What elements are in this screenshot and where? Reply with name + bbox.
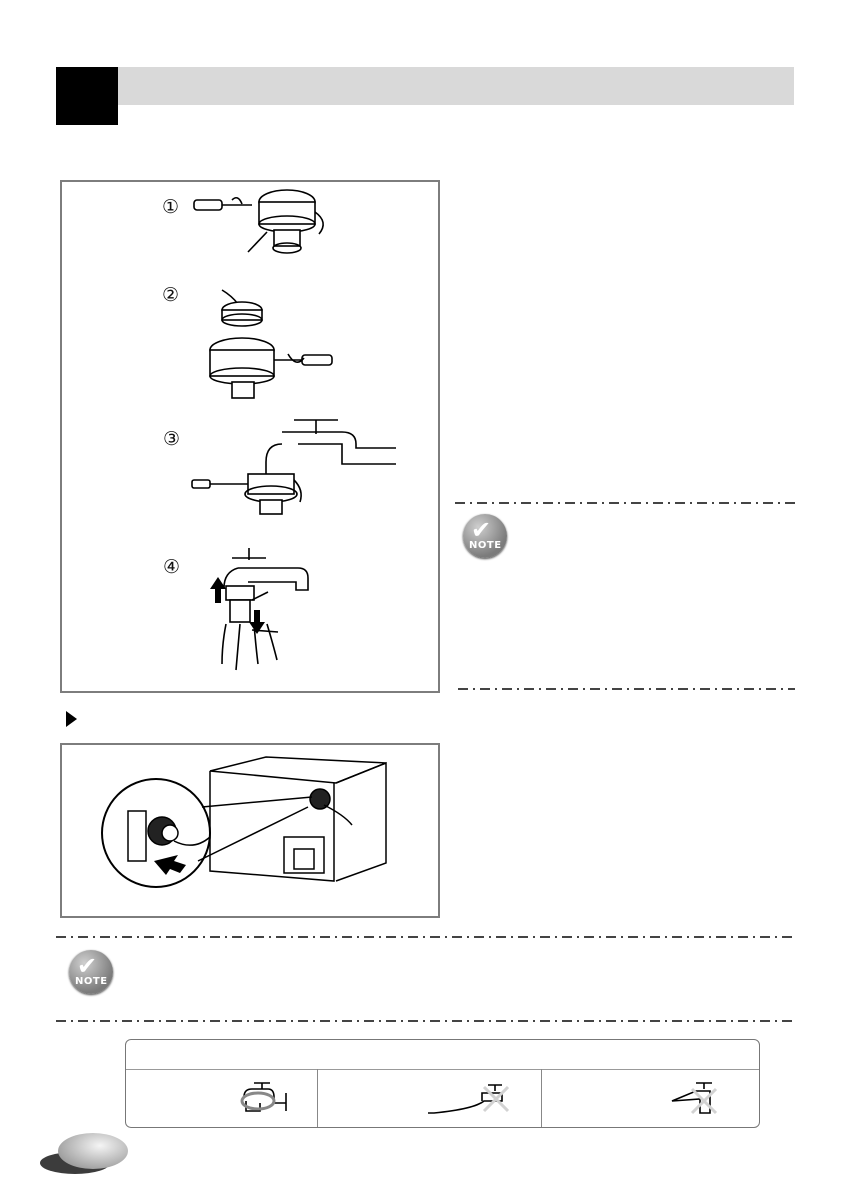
faucet-table-header [126, 1040, 759, 1070]
step-number-2: ② [162, 284, 180, 306]
section-number-block [56, 67, 118, 125]
step-number-4: ④ [163, 556, 181, 578]
full-note-divider-top [56, 936, 796, 938]
spout-faucet-crossed-icon [426, 1079, 522, 1119]
installation-steps-figure [60, 180, 440, 693]
faucet-connector-illustrations [62, 182, 438, 691]
faucet-type-cell-3 [542, 1069, 759, 1127]
note-icon: ✔ NOTE [463, 514, 507, 558]
threaded-faucet-icon [234, 1079, 294, 1119]
full-note-divider-bottom [56, 1020, 796, 1022]
note-icon-2: ✔ NOTE [69, 950, 113, 994]
short-faucet-crossed-icon [666, 1079, 726, 1119]
section-arrow-icon [66, 711, 77, 727]
check-mark-icon: ✔ [471, 516, 492, 544]
hose-connection-figure [60, 743, 440, 918]
note-divider-top [455, 502, 795, 504]
faucet-type-cell-2 [318, 1069, 541, 1127]
check-mark-icon: ✔ [77, 952, 98, 980]
step-number-1: ① [162, 196, 180, 218]
step-number-3: ③ [163, 428, 181, 450]
washer-back-illustration [62, 745, 438, 916]
section-title-bar [118, 67, 794, 105]
page-number-badge [58, 1133, 128, 1169]
note-divider-bottom [458, 688, 795, 690]
faucet-type-table [125, 1039, 760, 1128]
faucet-type-cell-1 [126, 1069, 317, 1127]
